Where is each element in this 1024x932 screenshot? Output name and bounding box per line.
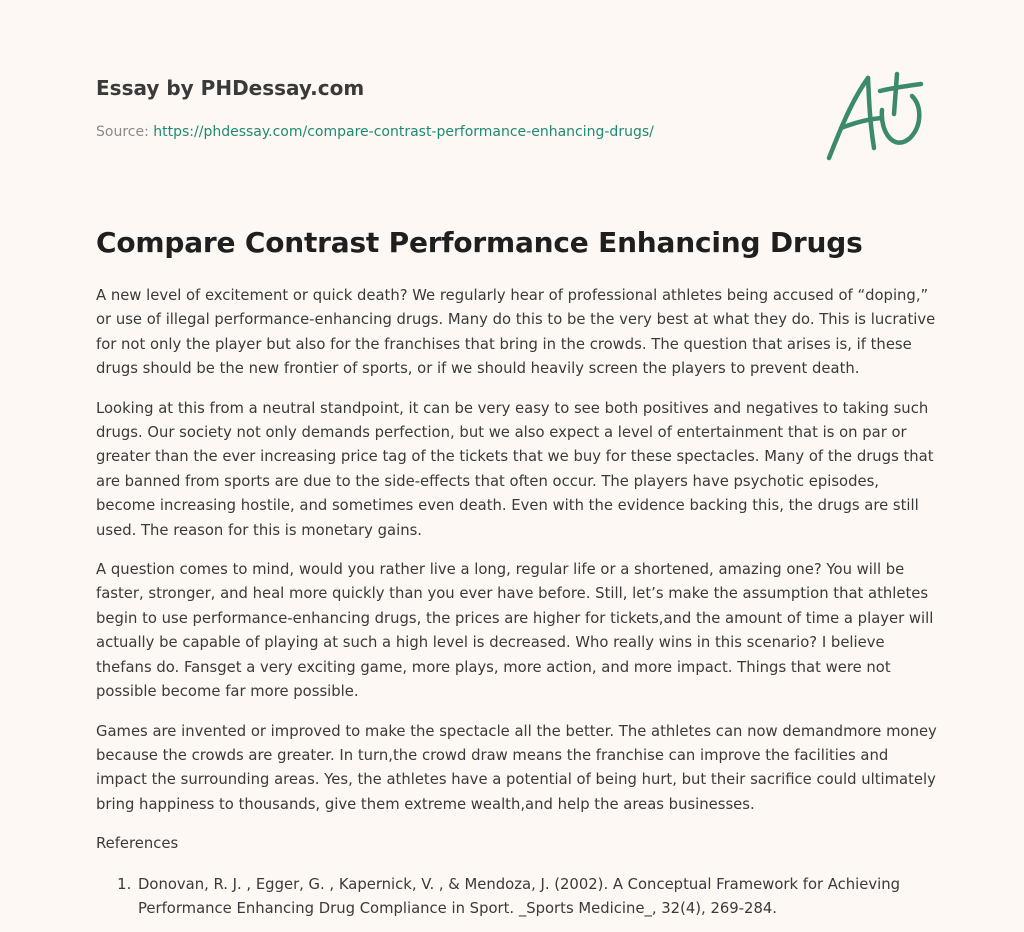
brand-title: Essay by PHDessay.com [96,76,365,100]
page-title: Compare Contrast Performance Enhancing Drugs [96,226,863,259]
source-label: Source: [96,124,149,140]
paragraph: Games are invented or improved to make the spectacle all the better. The athletes can now demandmore money because the crowds are greater. In turn,the crowd draw means the franchise can improve the facilities and impact the surrounding areas. Yes, the athletes have a potential of being hurt, but their sacrifice could ultimately bring happiness to thousands, give them extreme wealth,and help the areas businesses. [96,722,937,813]
article-body [96,284,938,921]
paragraph: Looking at this from a neutral standpoint, it can be very easy to see both positives and negatives to taking such drugs. Our society not only demands perfection, but we also expect a level of entertainment that is on par or greater than the ever increasing price tag of the tickets that we buy for these spectacles. Many of the drugs that are banned from sports are due to the side-effects that often occur. The players have psychotic episodes, become increasing hostile, and sometimes even death. Even with the evidence backing this, the drugs are still used. The reason for this is monetary gains. [96,399,934,539]
a-plus-logo-icon [822,66,928,162]
source-line [96,124,654,140]
paragraph: A question comes to mind, would you rather live a long, regular life or a shortened, amazing one? You will be faster, stronger, and heal more quickly than you ever have before. Still, let’s make the assumption that athletes begin to use performance-enhancing drugs, the prices are higher for tickets,and the amount of time a player will actually be capable of playing at such a high level is decreased. Who really wins in this scenario? I believe thefans do. Fansget a very exciting game, more plays, more action, and more impact. Things that were not possible become far more possible. [96,561,934,701]
references-list [96,873,938,922]
reference-item: 1. Donovan, R. J. , Egger, G. , Kapernick, V. , & Mendoza, J. (2002). A Conceptual Framework for Achieving Performance Enhancing Drug Compliance in Sport. _Sports Medicine_, 32(4), 269-284. [136,873,938,922]
references-heading: References [96,835,179,853]
source-link[interactable]: https://phdessay.com/compare-contrast-performance-enhancing-drugs/ [153,124,654,140]
paragraph: A new level of excitement or quick death? We regularly hear of professional athletes being accused of “doping,” or use of illegal performance-enhancing drugs. Many do this to be the very best at what they do. This is lucrative for not only the player but also for the franchises that bring in the crowds. The question that arises is, if these drugs should be the new frontier of sports, or if we should heavily screen the players to prevent death. [96,287,936,378]
